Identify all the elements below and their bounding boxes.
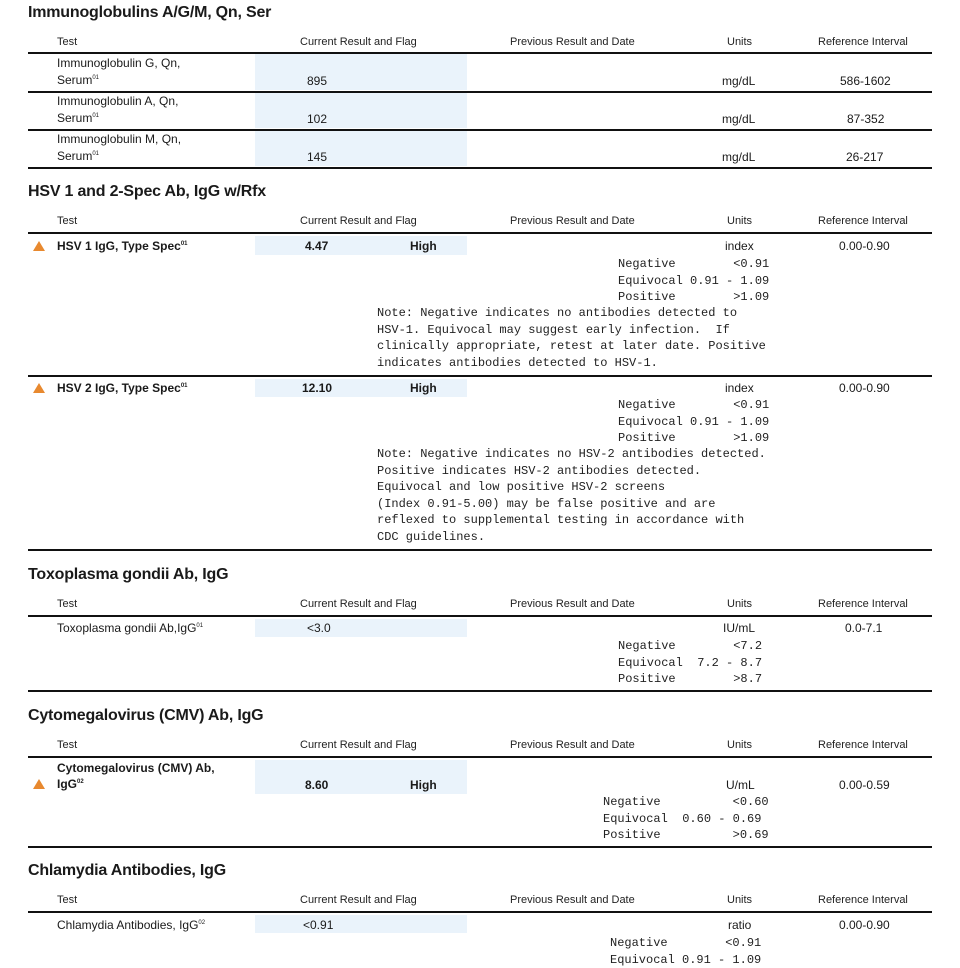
divider [28, 549, 932, 551]
result-value: 4.47 [305, 239, 329, 253]
result-flag: High [410, 239, 437, 253]
footnote-marker: 01 [196, 623, 204, 629]
header-previous: Previous Result and Date [510, 215, 635, 227]
units: IU/mL [723, 621, 756, 635]
header-units: Units [727, 739, 753, 751]
footnote-marker: 01 [92, 75, 100, 81]
header-test: Test [57, 739, 78, 751]
test-name: HSV 1 IgG, Type Spec [57, 239, 181, 253]
divider [28, 167, 932, 169]
header-reference: Reference Interval [818, 894, 908, 906]
test-name-cont: IgG [57, 777, 77, 791]
section-title-hsv: HSV 1 and 2-Spec Ab, IgG w/Rfx [28, 183, 266, 200]
result-value: <0.91 [303, 918, 334, 932]
header-units: Units [727, 215, 753, 227]
header-current: Current Result and Flag [300, 739, 417, 751]
result-note: Note: Negative indicates no HSV-2 antibodies detected. Positive indicates HSV-2 antibodies detected. Equivocal and low positive HSV-2 screens (Index 0.91-5.00) may be false positive and are reflexed to supplemental testing in accordance with CDC guidelines. [377, 447, 766, 544]
test-name: Cytomegalovirus (CMV) Ab, [57, 761, 215, 775]
section-title-toxoplasma: Toxoplasma gondii Ab, IgG [28, 566, 229, 583]
header-reference: Reference Interval [818, 215, 908, 227]
divider [28, 690, 932, 692]
result-value: 12.10 [302, 381, 333, 395]
interpretation-table: Negative <0.91 Equivocal 0.91 - 1.09 Positive >1.09 [618, 398, 770, 446]
test-name-cont: Serum [57, 111, 93, 125]
units: index [725, 239, 754, 253]
units: mg/dL [722, 74, 756, 88]
divider [28, 52, 932, 54]
reference-interval: 87-352 [847, 112, 885, 126]
interpretation-table: Negative <0.60 Equivocal 0.60 - 0.69 Positive >0.69 [603, 795, 769, 843]
warning-triangle-icon [33, 241, 45, 251]
footnote-marker: 02 [198, 920, 206, 926]
result-shade [255, 54, 467, 90]
header-current: Current Result and Flag [300, 894, 417, 906]
units: ratio [728, 918, 752, 932]
header-test: Test [57, 894, 78, 906]
reference-interval: 586-1602 [840, 74, 891, 88]
test-name: Immunoglobulin A, Qn, [57, 94, 179, 108]
section-title-cmv: Cytomegalovirus (CMV) Ab, IgG [28, 707, 264, 724]
footnote-marker: 01 [180, 241, 188, 247]
reference-interval: 0.00-0.59 [839, 778, 890, 792]
header-reference: Reference Interval [818, 739, 908, 751]
test-name: Immunoglobulin M, Qn, [57, 132, 182, 146]
interpretation-table: Negative <0.91 Equivocal 0.91 - 1.09 [610, 936, 762, 967]
warning-triangle-icon [33, 383, 45, 393]
reference-interval: 0.00-0.90 [839, 918, 890, 932]
interpretation-table: Negative <7.2 Equivocal 7.2 - 8.7 Positive >8.7 [618, 639, 763, 687]
footnote-marker: 01 [92, 151, 100, 157]
header-reference: Reference Interval [818, 36, 908, 48]
header-reference: Reference Interval [818, 598, 908, 610]
header-previous: Previous Result and Date [510, 36, 635, 48]
header-previous: Previous Result and Date [510, 739, 635, 751]
header-current: Current Result and Flag [300, 598, 417, 610]
header-units: Units [727, 598, 753, 610]
divider [28, 615, 932, 617]
result-note: Note: Negative indicates no antibodies detected to HSV-1. Equivocal may suggest early infection. If clinically appropriate, retest at later date. Positive indicates antibodies detected to HSV-1. [377, 306, 766, 370]
test-name: Immunoglobulin G, Qn, [57, 56, 181, 70]
units: mg/dL [722, 150, 756, 164]
result-flag: High [410, 778, 437, 792]
test-name: HSV 2 IgG, Type Spec [57, 381, 181, 395]
result-flag: High [410, 381, 437, 395]
header-current: Current Result and Flag [300, 215, 417, 227]
header-units: Units [727, 894, 753, 906]
header-current: Current Result and Flag [300, 36, 417, 48]
header-test: Test [57, 215, 78, 227]
footnote-marker: 01 [92, 113, 100, 119]
result-value: <3.0 [307, 621, 331, 635]
units: mg/dL [722, 112, 756, 126]
divider [28, 756, 932, 758]
reference-interval: 0.0-7.1 [845, 621, 883, 635]
result-value: 102 [307, 112, 328, 126]
header-units: Units [727, 36, 753, 48]
divider [28, 846, 932, 848]
interpretation-table: Negative <0.91 Equivocal 0.91 - 1.09 Positive >1.09 [618, 257, 770, 305]
divider [28, 911, 932, 913]
divider [28, 232, 932, 234]
units: U/mL [726, 778, 755, 792]
reference-interval: 0.00-0.90 [839, 239, 890, 253]
reference-interval: 26-217 [846, 150, 884, 164]
divider [28, 375, 932, 377]
section-title-immunoglobulins: Immunoglobulins A/G/M, Qn, Ser [28, 4, 272, 21]
reference-interval: 0.00-0.90 [839, 381, 890, 395]
result-shade [255, 93, 467, 128]
header-test: Test [57, 36, 78, 48]
result-value: 895 [307, 74, 328, 88]
test-name: Chlamydia Antibodies, IgG [57, 918, 199, 932]
warning-triangle-icon [33, 779, 45, 789]
test-name-cont: Serum [57, 73, 93, 87]
footnote-marker: 02 [77, 779, 84, 785]
test-name: Toxoplasma gondii Ab,IgG [57, 621, 197, 635]
result-shade [255, 915, 467, 933]
section-title-chlamydia: Chlamydia Antibodies, IgG [28, 862, 226, 879]
divider [28, 91, 932, 93]
result-shade [255, 619, 467, 637]
test-name-cont: Serum [57, 149, 93, 163]
units: index [725, 381, 754, 395]
header-previous: Previous Result and Date [510, 894, 635, 906]
divider [28, 129, 932, 131]
header-previous: Previous Result and Date [510, 598, 635, 610]
result-value: 145 [307, 150, 328, 164]
result-shade [255, 131, 467, 166]
header-test: Test [57, 598, 78, 610]
result-value: 8.60 [305, 778, 329, 792]
footnote-marker: 01 [180, 383, 188, 389]
